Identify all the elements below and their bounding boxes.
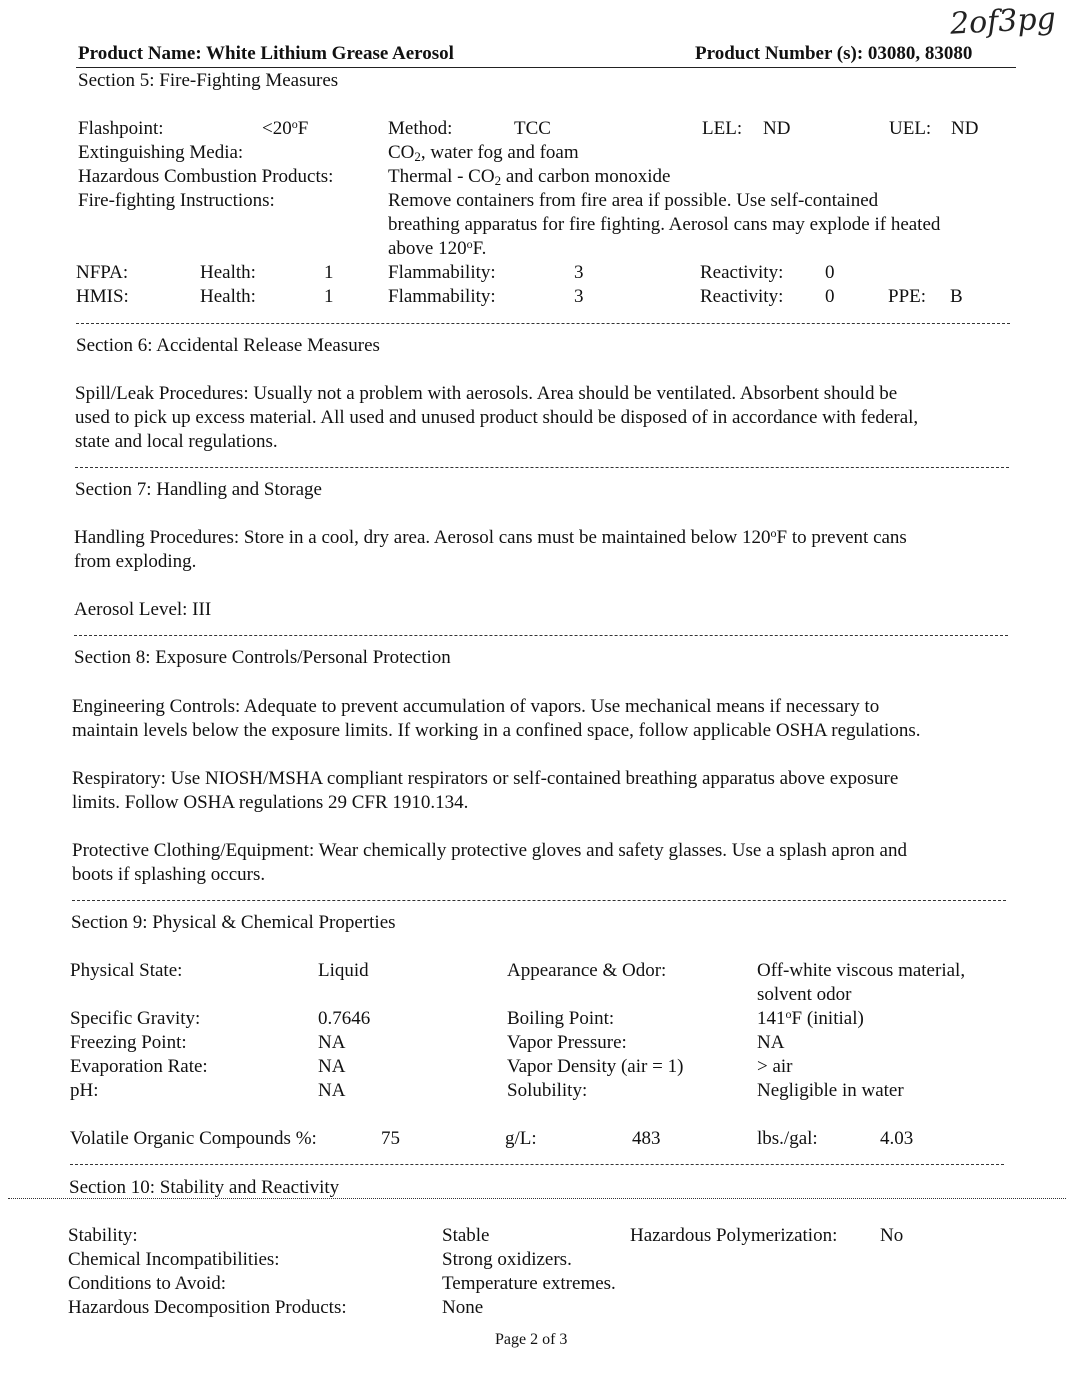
boiling-point-value: 141$^o$F (initial): [757, 1007, 864, 1029]
stability-value: Stable: [442, 1225, 490, 1246]
decomposition-label: Hazardous Decomposition Products:: [68, 1297, 347, 1318]
section5-title: Section 5: Fire-Fighting Measures: [78, 70, 339, 91]
section8-title: Section 8: Exposure Controls/Personal Protection: [74, 647, 451, 668]
solubility-label: Solubility:: [507, 1080, 588, 1101]
scan-rule: [8, 1198, 1066, 1199]
specific-gravity-label: Specific Gravity:: [70, 1008, 201, 1029]
extinguishing-value: $CO_2$, water fog and foam: [388, 142, 579, 164]
combustion-label: Hazardous Combustion Products:: [78, 166, 334, 187]
conditions-label: Conditions to Avoid:: [68, 1273, 227, 1294]
appearance-label: Appearance & Odor:: [507, 960, 667, 981]
product-name: Product Name: White Lithium Grease Aerosol: [78, 43, 454, 64]
protective-line2: boots if splashing occurs.: [72, 864, 266, 885]
section-divider: [76, 323, 1010, 324]
section-divider: [75, 467, 1009, 468]
section-divider: [70, 1164, 1004, 1165]
ph-label: pH:: [70, 1080, 99, 1101]
section6-title: Section 6: Accidental Release Measures: [76, 335, 380, 356]
page-number: Page 2 of 3: [495, 1331, 568, 1348]
uel-value: ND: [951, 118, 979, 139]
section-divider: [72, 900, 1006, 901]
ppe-value: B: [950, 286, 963, 307]
extinguishing-label: Extinguishing Media:: [78, 142, 244, 163]
conditions-value: Temperature extremes.: [442, 1273, 616, 1294]
hmis-reactivity-value: 0: [825, 286, 835, 307]
appearance-value-line2: solvent odor: [757, 984, 852, 1005]
solubility-value: Negligible in water: [757, 1080, 904, 1101]
nfpa-reactivity-label: Reactivity:: [700, 262, 784, 283]
nfpa-flammability-label: Flammability:: [388, 262, 496, 283]
handling-line1: Handling Procedures: Store in a cool, dry area. Aerosol cans must be maintained below 120$^o$F to prevent cans: [74, 526, 907, 548]
aerosol-level: Aerosol Level: III: [74, 599, 212, 620]
ph-value: NA: [318, 1080, 346, 1101]
spill-line1: Spill/Leak Procedures: Usually not a problem with aerosols. Area should be ventilated. Absorbent should be: [75, 383, 898, 404]
physical-state-label: Physical State:: [70, 960, 183, 981]
polymerization-value: No: [880, 1225, 904, 1246]
instructions-line2: breathing apparatus for fire fighting. Aerosol cans may explode if heated: [388, 214, 941, 235]
lel-value: ND: [763, 118, 791, 139]
gl-value: 483: [632, 1128, 661, 1149]
flashpoint-value: $<20^oF$: [262, 117, 309, 139]
incompatibilities-label: Chemical Incompatibilities:: [68, 1249, 280, 1270]
lbs-gal-label: lbs./gal:: [757, 1128, 818, 1149]
vapor-density-value: > air: [757, 1056, 793, 1077]
respiratory-line2: limits. Follow OSHA regulations 29 CFR 1910.134.: [72, 792, 469, 813]
hmis-label: HMIS:: [76, 286, 129, 307]
instructions-line1: Remove containers from fire area if possible. Use self-contained: [388, 190, 879, 211]
spill-line2: used to pick up excess material. All used and unused product should be disposed of in accordance with federal,: [75, 407, 919, 428]
instructions-line3: above 120$^o$F.: [388, 237, 487, 259]
nfpa-flammability-value: 3: [574, 262, 584, 283]
decomposition-value: None: [442, 1297, 484, 1318]
gl-label: g/L:: [505, 1128, 537, 1149]
section10-title: Section 10: Stability and Reactivity: [69, 1177, 340, 1198]
hmis-flammability-value: 3: [574, 286, 584, 307]
nfpa-reactivity-value: 0: [825, 262, 835, 283]
uel-label: UEL:: [889, 118, 932, 139]
section-divider: [74, 635, 1008, 636]
hmis-flammability-label: Flammability:: [388, 286, 496, 307]
physical-state-value: Liquid: [318, 960, 369, 981]
engineering-line1: Engineering Controls: Adequate to prevent accumulation of vapors. Use mechanical means if necessary to: [72, 696, 880, 717]
flashpoint-label: Flashpoint:: [78, 118, 164, 139]
engineering-line2: maintain levels below the exposure limits. If working in a confined space, follow applicable OSHA regulations.: [72, 720, 921, 741]
boiling-point-label: Boiling Point:: [507, 1008, 615, 1029]
vapor-density-label: Vapor Density (air = 1): [507, 1056, 684, 1077]
appearance-value-line1: Off-white viscous material,: [757, 960, 966, 981]
nfpa-health-label: Health:: [200, 262, 256, 283]
hmis-reactivity-label: Reactivity:: [700, 286, 784, 307]
nfpa-label: NFPA:: [76, 262, 129, 283]
section7-title: Section 7: Handling and Storage: [75, 479, 322, 500]
polymerization-label: Hazardous Polymerization:: [630, 1225, 838, 1246]
instructions-label: Fire-fighting Instructions:: [78, 190, 275, 211]
evaporation-rate-label: Evaporation Rate:: [70, 1056, 208, 1077]
stability-label: Stability:: [68, 1225, 138, 1246]
protective-line1: Protective Clothing/Equipment: Wear chemically protective gloves and safety glasses. Use a splash apron and: [72, 840, 907, 861]
hmis-health-value: 1: [324, 286, 334, 307]
handwritten-page-note: 2of3pg: [949, 1, 1057, 42]
product-number: Product Number (s): 03080, 83080: [695, 43, 973, 64]
header-rule: [76, 67, 1016, 68]
ppe-label: PPE:: [888, 286, 927, 307]
freezing-point-label: Freezing Point:: [70, 1032, 187, 1053]
lel-label: LEL:: [702, 118, 743, 139]
method-value: TCC: [514, 118, 551, 139]
respiratory-line1: Respiratory: Use NIOSH/MSHA compliant respirators or self-contained breathing apparatus above exposure: [72, 768, 899, 789]
lbs-gal-value: 4.03: [880, 1128, 914, 1149]
freezing-point-value: NA: [318, 1032, 346, 1053]
voc-value: 75: [381, 1128, 400, 1149]
method-label: Method:: [388, 118, 453, 139]
spill-line3: state and local regulations.: [75, 431, 278, 452]
nfpa-health-value: 1: [324, 262, 334, 283]
section9-title: Section 9: Physical & Chemical Properties: [71, 912, 396, 933]
vapor-pressure-value: NA: [757, 1032, 785, 1053]
voc-label: Volatile Organic Compounds %:: [70, 1128, 317, 1149]
specific-gravity-value: 0.7646: [318, 1008, 371, 1029]
vapor-pressure-label: Vapor Pressure:: [507, 1032, 627, 1053]
combustion-value: Thermal - $CO_2$ and carbon monoxide: [388, 166, 671, 188]
evaporation-rate-value: NA: [318, 1056, 346, 1077]
handling-line2: from exploding.: [74, 551, 197, 572]
incompatibilities-value: Strong oxidizers.: [442, 1249, 572, 1270]
hmis-health-label: Health:: [200, 286, 256, 307]
